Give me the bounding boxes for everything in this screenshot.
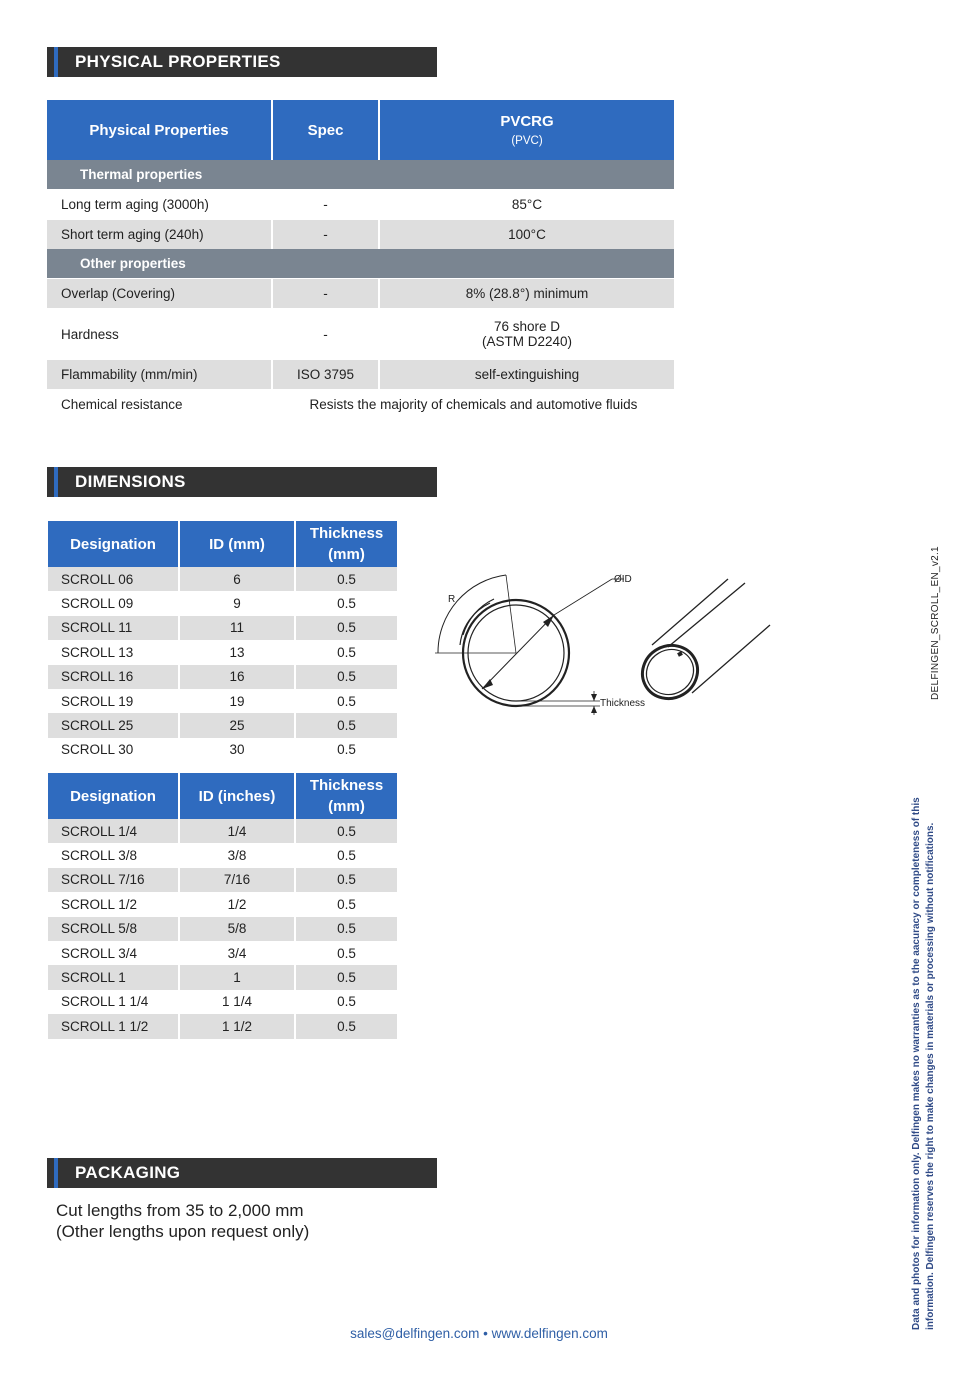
property-value: self-extinguishing [379, 360, 674, 390]
footer-contact [0, 1326, 980, 1341]
dimensions-table-mm [48, 521, 397, 762]
table-row [48, 1014, 397, 1038]
table-row [47, 309, 674, 360]
table-header-row [48, 521, 397, 567]
property-name: Short term aging (240h) [47, 220, 272, 250]
property-spec: - [272, 279, 379, 309]
column-header [295, 773, 397, 819]
property-spec: - [272, 190, 379, 220]
column-header [295, 521, 397, 567]
packaging-line: (Other lengths upon request only) [56, 1222, 310, 1241]
thickness-cell: 0.5 [295, 616, 397, 640]
section-title: PHYSICAL PROPERTIES [75, 52, 281, 71]
section-accent [54, 47, 58, 77]
designation-cell: SCROLL 1 1/4 [48, 990, 179, 1014]
designation-cell: SCROLL 3/8 [48, 843, 179, 867]
property-name: Chemical resistance [47, 390, 272, 420]
inner-diameter-cell: 1/2 [179, 892, 295, 916]
section-header-packaging [47, 1158, 437, 1188]
inner-diameter-cell: 16 [179, 665, 295, 689]
designation-cell: SCROLL 5/8 [48, 917, 179, 941]
designation-cell: SCROLL 3/4 [48, 941, 179, 965]
tube-end-inner [638, 641, 702, 703]
column-header: ID (inches) [179, 773, 295, 819]
column-header: Spec [272, 100, 379, 160]
column-header-line: (mm) [328, 798, 365, 815]
thickness-cell: 0.5 [295, 713, 397, 737]
thickness-cell: 0.5 [337, 693, 356, 709]
table-row [48, 965, 397, 989]
thickness-cell: 0.5 [295, 567, 397, 591]
table-row [48, 713, 397, 737]
thickness-cell: 0.5 [337, 945, 356, 961]
table-row [48, 990, 397, 1014]
radius-arc [438, 575, 506, 653]
property-spec: ISO 3795 [272, 360, 379, 390]
group-row [47, 249, 674, 279]
designation-cell: SCROLL 06 [48, 567, 179, 591]
designation-cell: SCROLL 09 [48, 591, 179, 615]
table-row [47, 279, 674, 309]
column-header: Designation [48, 773, 179, 819]
table-row [47, 190, 674, 220]
inner-diameter-cell: 5/8 [179, 917, 295, 941]
property-value: 100°C [379, 220, 674, 250]
document-code: DELFINGEN_SCROLL_EN_v2.1 [930, 546, 941, 700]
designation-cell: SCROLL 16 [48, 665, 179, 689]
thickness-cell: 0.5 [295, 1014, 397, 1038]
designation-cell: SCROLL 1/4 [48, 819, 179, 843]
table-row [48, 567, 397, 591]
designation-cell: SCROLL 13 [48, 640, 179, 664]
table-row [47, 360, 674, 390]
inner-diameter-cell: 13 [179, 640, 295, 664]
inner-diameter-cell: 7/16 [179, 868, 295, 892]
inner-diameter-cell: 19 [179, 689, 295, 713]
arrowhead [591, 694, 597, 701]
dimensions-table-inches [48, 773, 397, 1039]
table-row [48, 892, 397, 916]
property-spec: - [272, 309, 379, 360]
designation-cell: SCROLL 7/16 [48, 868, 179, 892]
table-body [48, 567, 397, 762]
thickness-cell: 0.5 [337, 994, 356, 1010]
designation-cell: SCROLL 11 [48, 616, 179, 640]
tube-edge-bottom [692, 625, 770, 693]
thickness-label: Thickness [600, 698, 646, 709]
table-row [48, 640, 397, 664]
column-header-line: Thickness [309, 525, 384, 542]
property-spec: - [272, 220, 379, 250]
inner-diameter-cell: 6 [179, 567, 295, 591]
inner-diameter-cell: 1 1/2 [179, 1014, 295, 1038]
property-name: Long term aging (3000h) [47, 190, 272, 220]
tube-edge-top [652, 579, 728, 645]
tube-seam-mark [678, 653, 682, 655]
group-row [47, 160, 674, 190]
table-row [48, 616, 397, 640]
property-name: Flammability (mm/min) [47, 360, 272, 390]
disclaimer-line: information. Delfingen reserves the right to make changes in materials or processing without notifications. [925, 822, 936, 1330]
disclaimer [910, 745, 938, 1330]
footer-text[interactable]: sales@delfingen.com • www.delfingen.com [350, 1326, 608, 1341]
property-value: Resists the majority of chemicals and automotive fluids [272, 390, 674, 420]
table-row [48, 917, 397, 941]
scroll-tube-diagram [430, 565, 780, 725]
tube-edge-seam [668, 583, 745, 647]
designation-cell: SCROLL 30 [48, 738, 179, 762]
table-header-row [47, 100, 674, 160]
group-label-thermal: Thermal properties [47, 160, 674, 190]
property-value-line: (ASTM D2240) [481, 334, 573, 349]
table-row [48, 843, 397, 867]
thickness-cell: 0.5 [337, 848, 356, 864]
property-value: 8% (28.8°) minimum [379, 279, 674, 309]
property-name: Hardness [47, 309, 272, 360]
inner-diameter-cell: 30 [179, 738, 295, 762]
thickness-cell: 0.5 [295, 868, 397, 892]
inner-diameter-cell: 1 [179, 965, 295, 989]
column-header: Physical Properties [47, 100, 272, 160]
table-row [48, 868, 397, 892]
property-value-line: 76 shore D [493, 319, 561, 334]
arrowhead [591, 706, 597, 713]
column-header: ID (mm) [179, 521, 295, 567]
inner-diameter-cell: 3/8 [179, 843, 295, 867]
column-header-line: (mm) [328, 546, 365, 563]
inner-diameter-cell: 3/4 [179, 941, 295, 965]
section-header-dimensions [47, 467, 437, 497]
column-header-material [379, 100, 674, 160]
designation-cell: SCROLL 1/2 [48, 892, 179, 916]
inner-diameter-cell: 11 [179, 616, 295, 640]
property-value: 85°C [379, 190, 674, 220]
section-title: PACKAGING [75, 1163, 181, 1182]
thickness-cell: 0.5 [337, 596, 356, 612]
designation-cell: SCROLL 1 1/2 [48, 1014, 179, 1038]
packaging-description [56, 1200, 309, 1242]
thickness-cell: 0.5 [337, 644, 356, 660]
group-label-other: Other properties [47, 249, 674, 279]
thickness-cell: 0.5 [295, 965, 397, 989]
table-row [48, 665, 397, 689]
thickness-cell: 0.5 [295, 665, 397, 689]
table-row [48, 941, 397, 965]
table-row [48, 738, 397, 762]
column-header-line: Thickness [309, 777, 384, 794]
disclaimer-line: Data and photos for information only. Delfingen makes no warranties as to the aacuracy or completeness of this [911, 797, 922, 1330]
thickness-cell: 0.5 [337, 896, 356, 912]
section-accent [54, 467, 58, 497]
diameter-leader [554, 579, 612, 615]
column-header: Designation [48, 521, 179, 567]
designation-cell: SCROLL 19 [48, 689, 179, 713]
table-body [48, 819, 397, 1039]
inner-diameter-cell: 1/4 [179, 819, 295, 843]
thickness-cell: 0.5 [337, 742, 356, 758]
arrowhead [482, 679, 493, 689]
diameter-line [482, 615, 554, 689]
designation-cell: SCROLL 1 [48, 965, 179, 989]
material-name: PVCRG [500, 113, 554, 130]
inner-diameter-cell: 1 1/4 [179, 990, 295, 1014]
radius-line [506, 575, 516, 653]
property-name: Overlap (Covering) [47, 279, 272, 309]
table-row [47, 220, 674, 250]
table-row [47, 390, 674, 420]
packaging-line: Cut lengths from 35 to 2,000 mm [56, 1201, 304, 1220]
section-title: DIMENSIONS [75, 472, 186, 491]
diameter-label: ØID [614, 574, 632, 585]
table-row [48, 689, 397, 713]
thickness-cell: 0.5 [295, 819, 397, 843]
radius-label: R [448, 594, 456, 605]
table-header-row [48, 773, 397, 819]
table-row [48, 819, 397, 843]
table-row [48, 591, 397, 615]
material-subtitle: (PVC) [511, 135, 543, 147]
designation-cell: SCROLL 25 [48, 713, 179, 737]
inner-diameter-cell: 9 [179, 591, 295, 615]
thickness-cell: 0.5 [295, 917, 397, 941]
section-header-physical-properties [47, 47, 437, 77]
physical-properties-table [47, 100, 674, 419]
inner-diameter-cell: 25 [179, 713, 295, 737]
section-accent [54, 1158, 58, 1188]
property-value [379, 309, 674, 360]
